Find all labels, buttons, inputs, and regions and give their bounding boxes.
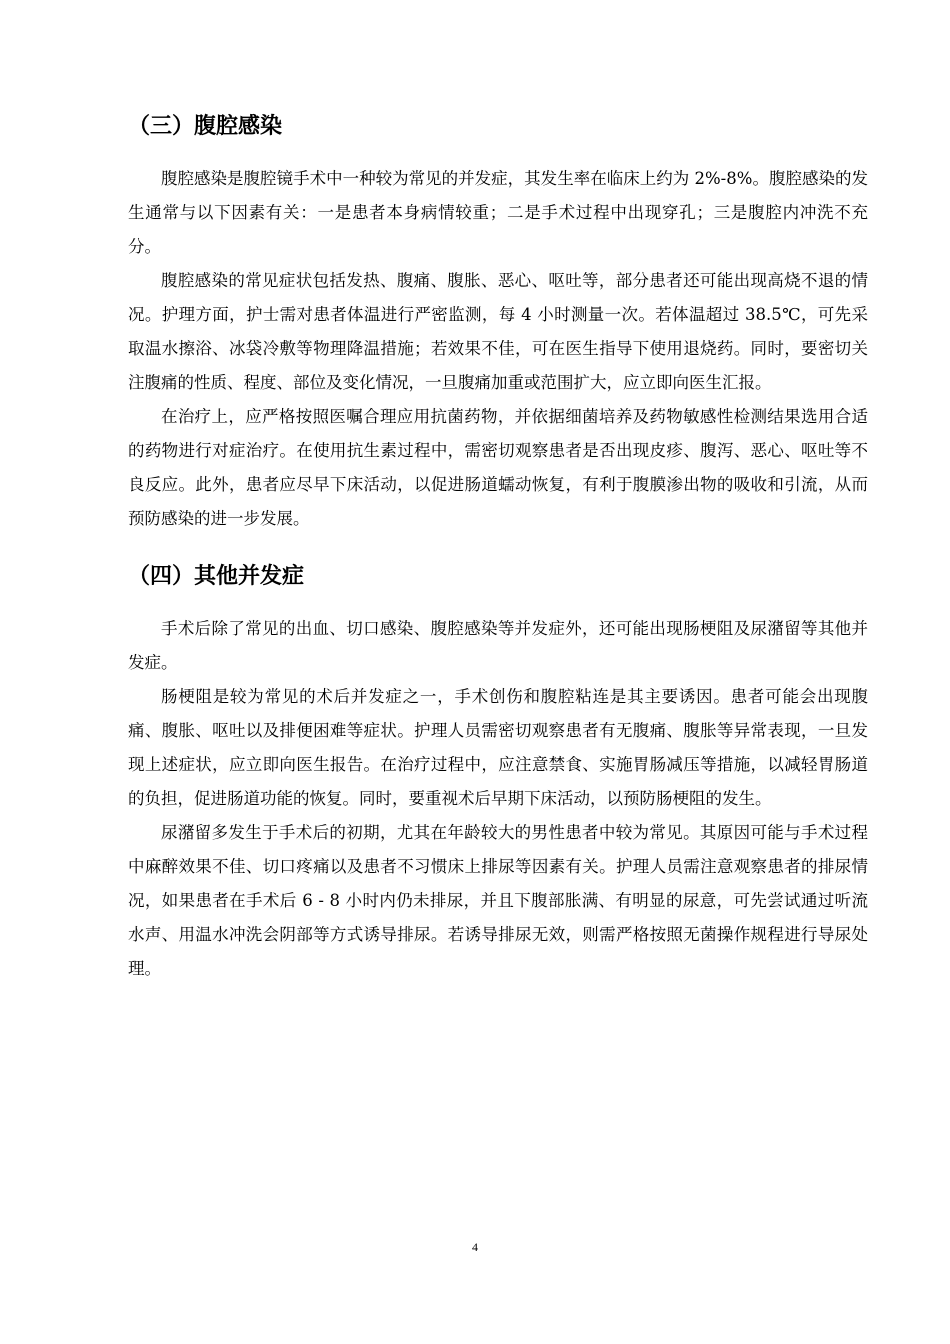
paragraph: 肠梗阻是较为常见的术后并发症之一，手术创伤和腹腔粘连是其主要诱因。患者可能会出现腹痛、腹胀、呕吐以及排便困难等症状。护理人员需密切观察患者有无腹痛、腹胀等异常表现，一旦发现上述症状，应立即向医生报告。在治疗过程中，应注意禁食、实施胃肠减压等措施，以减轻胃肠道的负担，促进肠道功能的恢复。同时，要重视术后早期下床活动，以预防肠梗阻的发生。 <box>128 687 868 808</box>
paragraph: 在治疗上，应严格按照医嘱合理应用抗菌药物，并依据细菌培养及药物敏感性检测结果选用合适的药物进行对症治疗。在使用抗生素过程中，需密切观察患者是否出现皮疹、腹泻、恶心、呕吐等不良反应。此外，患者应尽早下床活动，以促进肠道蠕动恢复，有利于腹膜渗出物的吸收和引流，从而预防感染的进一步发展。 <box>128 407 868 528</box>
page-number: 4 <box>472 1240 478 1254</box>
paragraph: 手术后除了常见的出血、切口感染、腹腔感染等并发症外，还可能出现肠梗阻及尿潴留等其他并发症。 <box>128 619 868 672</box>
paragraph: 腹腔感染是腹腔镜手术中一种较为常见的并发症，其发生率在临床上约为 2%-8%。腹腔感染的发生通常与以下因素有关：一是患者本身病情较重；二是手术过程中出现穿孔；三是腹腔内冲洗不充分。 <box>128 169 868 256</box>
section-heading-other-complications: （四）其他并发症 <box>128 564 305 589</box>
paragraph: 腹腔感染的常见症状包括发热、腹痛、腹胀、恶心、呕吐等，部分患者还可能出现高烧不退的情况。护理方面，护士需对患者体温进行严密监测，每 4 小时测量一次。若体温超过 38.5℃，可先采取温水擦浴、冰袋冷敷等物理降温措施；若效果不佳，可在医生指导下使用退烧药。同时，要密切关注腹痛的性质、程度、部位及变化情况，一旦腹痛加重或范围扩大，应立即向医生汇报。 <box>128 271 868 392</box>
section-heading-abdominal-infection: （三）腹腔感染 <box>128 114 283 139</box>
page-body <box>128 112 868 986</box>
paragraph: 尿潴留多发生于手术后的初期，尤其在年龄较大的男性患者中较为常见。其原因可能与手术过程中麻醉效果不佳、切口疼痛以及患者不习惯床上排尿等因素有关。护理人员需注意观察患者的排尿情况，如果患者在手术后 6 - 8 小时内仍未排尿，并且下腹部胀满、有明显的尿意，可先尝试通过听流水声、用温水冲洗会阴部等方式诱导排尿。若诱导排尿无效，则需严格按照无菌操作规程进行导尿处理。 <box>128 823 868 978</box>
